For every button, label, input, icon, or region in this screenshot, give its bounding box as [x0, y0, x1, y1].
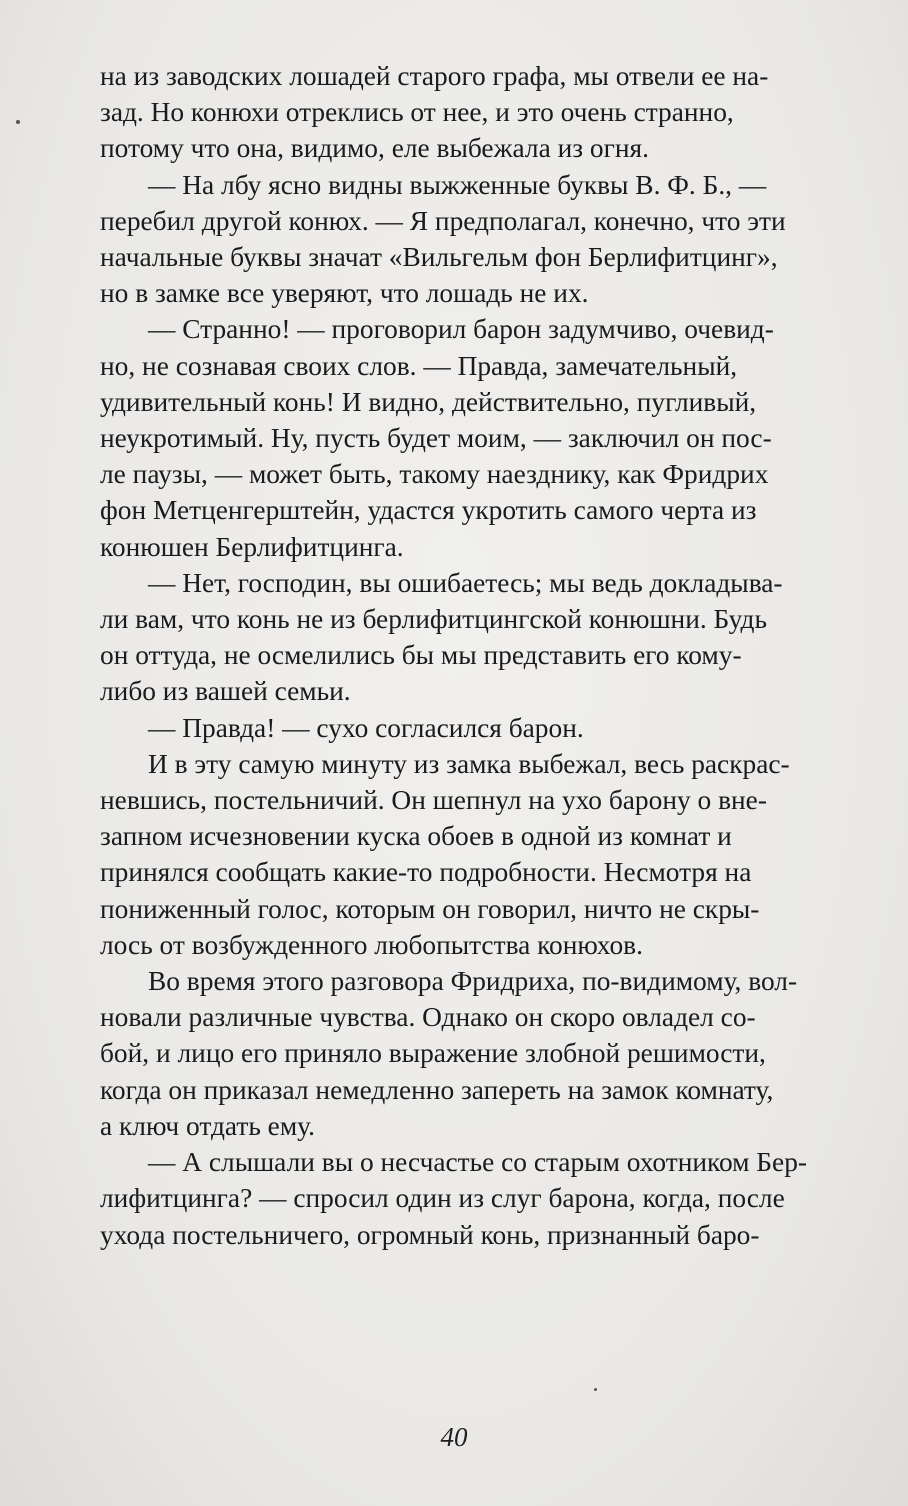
paragraph-8: — А слышали вы о несчастье со старым охотником Бер- лифитцинга? — спросил один из слуг барона, когда, после ухода постельничего, огромный конь, признанный баро-	[100, 1147, 808, 1250]
print-speck	[16, 120, 20, 124]
paragraph-5: — Правда! — сухо согласился барон.	[148, 712, 584, 743]
paragraph-3: — Странно! — проговорил барон задумчиво, очевид- но, не сознавая своих слов. — Правда, замечательный, удивительный конь! И видно, действительно, пугливый, неукротимый. Ну, пусть будет моим, — заключил он пос- ле паузы, — может быть, такому наезднику, как Фридрих фон Метценгерштейн, удастся укротить самого черта из конюшен Берлифитцинга.	[100, 314, 774, 562]
paragraph-7: Во время этого разговора Фридриха, по-видимому, вол- новали различные чувства. Однако он скоро овладел со- бой, и лицо его приняло выражение злобной решимости, когда он приказал немедленно запереть на замок комнату, а ключ отдать ему.	[100, 966, 798, 1141]
paragraph-6: И в эту самую минуту из замка выбежал, весь раскрас- невшись, постельничий. Он шепнул на ухо барону о вне- запном исчезновении куска обоев в одной из комнат и принялся сообщать какие-то подробности. Несмотря на пониженный голос, которым он говорил, ничто не скры- лось от возбужденного любопытства конюхов.	[100, 748, 790, 960]
print-speck	[594, 1388, 597, 1391]
paragraph-1: на из заводских лошадей старого графа, мы отвели ее на- зад. Но конюхи отреклись от нее, и это очень странно, потому что она, видимо, еле выбежала из огня.	[100, 61, 769, 164]
body-text	[100, 58, 882, 1253]
paragraph-2: — На лбу ясно видны выжженные буквы В. Ф. Б., — перебил другой конюх. — Я предполагал, конечно, что эти начальные буквы значат «Вильгельм фон Берлифитцинг», но в замке все уверяют, что лошадь не их.	[100, 169, 786, 309]
paragraph-4: — Нет, господин, вы ошибаетесь; мы ведь докладыва- ли вам, что конь не из берлифитцингской конюшни. Будь он оттуда, не осмелились бы мы представить его кому- либо из вашей семьи.	[100, 567, 783, 707]
page-number: 40	[440, 1422, 468, 1452]
